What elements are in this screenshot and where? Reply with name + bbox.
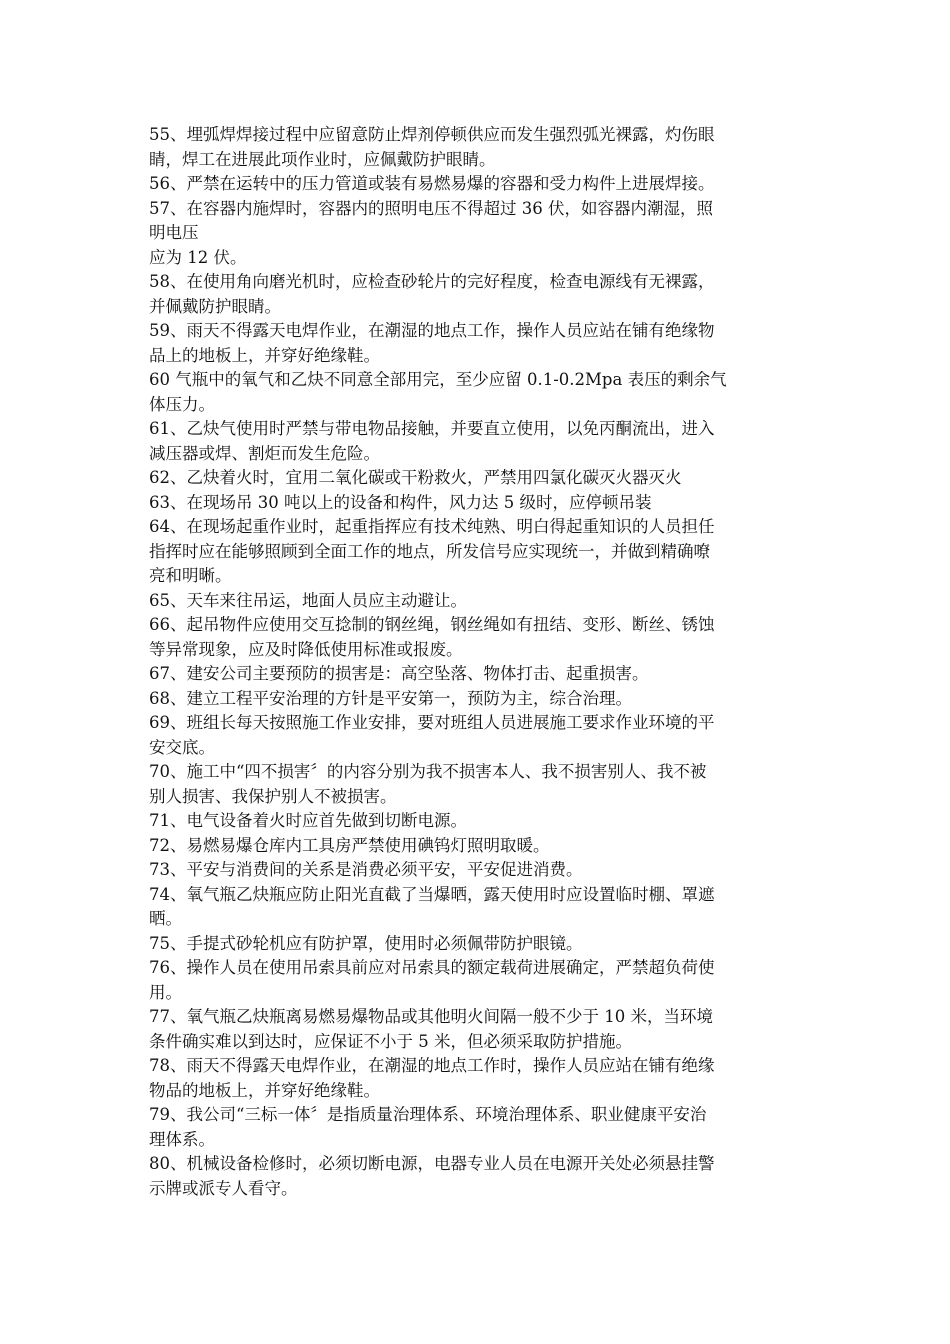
text-line: 65、天车来往吊运，地面人员应主动避让。 (149, 590, 467, 610)
paragraph (149, 172, 809, 197)
text-line: 61、乙炔气使用时严禁与带电物品接触，并要直立使用，以免丙酮流出，进入 (149, 419, 715, 438)
document-body (149, 123, 809, 1201)
paragraph (149, 1152, 809, 1201)
paragraph (149, 711, 809, 760)
text-line: 71、电气设备着火时应首先做到切断电源。 (149, 811, 467, 830)
text-line: 用。 (149, 982, 182, 1002)
text-line: 79、我公司“三标一体〞是指质量治理体系、环境治理体系、职业健康平安治 (149, 1105, 707, 1124)
paragraph (149, 956, 809, 1005)
text-line: 69、班组长每天按照施工作业安排，要对班组人员进展施工要求作业环境的平 (149, 713, 715, 732)
text-line: 体压力。 (149, 394, 215, 414)
text-line: 睛，焊工在进展此项作业时，应佩戴防护眼睛。 (149, 149, 496, 169)
text-line: 63、在现场吊 30 吨以上的设备和构件，风力达 5 级时，应停顿吊装 (149, 492, 652, 512)
paragraph (149, 491, 809, 516)
text-line: 理体系。 (149, 1129, 215, 1149)
paragraph (149, 809, 809, 834)
text-line: 应为 12 伏。 (149, 247, 247, 267)
text-line: 条件确实难以到达时，应保证不小于 5 米，但必须采取防护措施。 (149, 1031, 632, 1051)
text-line: 别人损害、我保护别人不被损害。 (149, 786, 397, 806)
text-line: 指挥时应在能够照顾到全面工作的地点，所发信号应实现统一，并做到精确嘹 (149, 541, 710, 561)
text-line: 59、雨天不得露天电焊作业，在潮湿的地点工作，操作人员应站在铺有绝缘物 (149, 321, 715, 340)
text-line: 67、建安公司主要预防的损害是：高空坠落、物体打击、起重损害。 (149, 664, 649, 683)
paragraph (149, 197, 809, 271)
text-line: 78、雨天不得露天电焊作业，在潮湿的地点工作时，操作人员应站在铺有绝缘 (149, 1056, 715, 1075)
text-line: 72、易燃易爆仓库内工具房严禁使用碘钨灯照明取暖。 (149, 835, 550, 855)
paragraph (149, 589, 809, 614)
text-line: 并佩戴防护眼睛。 (149, 296, 281, 316)
paragraph (149, 515, 809, 589)
text-line: 58、在使用角向磨光机时，应检查砂轮片的完好程度，检查电源线有无裸露， (149, 272, 715, 291)
paragraph (149, 613, 809, 662)
text-line: 76、操作人员在使用吊索具前应对吊索具的额定载荷进展确定，严禁超负荷使 (149, 958, 715, 977)
paragraph (149, 687, 809, 712)
text-line: 75、手提式砂轮机应有防护罩，使用时必须佩带防护眼镜。 (149, 933, 583, 953)
text-line: 70、施工中“四不损害〞的内容分别为我不损害本人、我不损害别人、我不被 (149, 762, 707, 781)
text-line: 74、氧气瓶乙炔瓶应防止阳光直截了当爆晒，露天使用时应设置临时棚、罩遮 (149, 884, 715, 904)
paragraph (149, 760, 809, 809)
paragraph (149, 123, 809, 172)
text-line: 安交底。 (149, 737, 215, 757)
paragraph (149, 662, 809, 687)
text-line: 77、氧气瓶乙炔瓶离易燃易爆物品或其他明火间隔一般不少于 10 米，当环境 (149, 1007, 713, 1026)
paragraph (149, 368, 809, 417)
paragraph (149, 883, 809, 932)
text-line: 64、在现场起重作业时，起重指挥应有技术纯熟、明白得起重知识的人员担任 (149, 517, 715, 536)
text-line: 55、埋弧焊焊接过程中应留意防止焊剂停顿供应而发生强烈弧光裸露，灼伤眼 (149, 125, 715, 144)
text-line: 62、乙炔着火时，宜用二氧化碳或干粉救火，严禁用四氯化碳灭火器灭火 (149, 468, 682, 487)
paragraph (149, 834, 809, 859)
text-line: 60 气瓶中的氧气和乙炔不同意全部用完，至少应留 0.1-0.2Mpa 表压的剩余气 (149, 370, 727, 389)
paragraph (149, 466, 809, 491)
text-line: 56、严禁在运转中的压力管道或装有易燃易爆的容器和受力构件上进展焊接。 (149, 174, 715, 193)
text-line: 示牌或派专人看守。 (149, 1178, 298, 1198)
text-line: 57、在容器内施焊时，容器内的照明电压不得超过 36 伏，如容器内潮湿，照 (149, 198, 713, 218)
text-line: 等异常现象，应及时降低使用标准或报废。 (149, 639, 463, 659)
text-line: 明电压 (149, 223, 199, 242)
paragraph (149, 1103, 809, 1152)
text-line: 晒。 (149, 909, 182, 928)
paragraph (149, 319, 809, 368)
paragraph (149, 932, 809, 957)
text-line: 66、起吊物件应使用交互捻制的钢丝绳，钢丝绳如有扭结、变形、断丝、锈蚀 (149, 615, 715, 634)
text-line: 80、机械设备检修时，必须切断电源，电器专业人员在电源开关处必须悬挂警 (149, 1154, 715, 1173)
text-line: 减压器或焊、割炬而发生危险。 (149, 443, 380, 463)
text-line: 亮和明晰。 (149, 566, 232, 585)
text-line: 73、平安与消费间的关系是消费必须平安，平安促进消费。 (149, 860, 583, 879)
paragraph (149, 858, 809, 883)
paragraph (149, 1005, 809, 1054)
paragraph (149, 417, 809, 466)
text-line: 68、建立工程平安治理的方针是平安第一，预防为主，综合治理。 (149, 688, 632, 708)
paragraph (149, 1054, 809, 1103)
text-line: 物品的地板上，并穿好绝缘鞋。 (149, 1080, 380, 1100)
text-line: 品上的地板上，并穿好绝缘鞋。 (149, 345, 380, 365)
paragraph (149, 270, 809, 319)
